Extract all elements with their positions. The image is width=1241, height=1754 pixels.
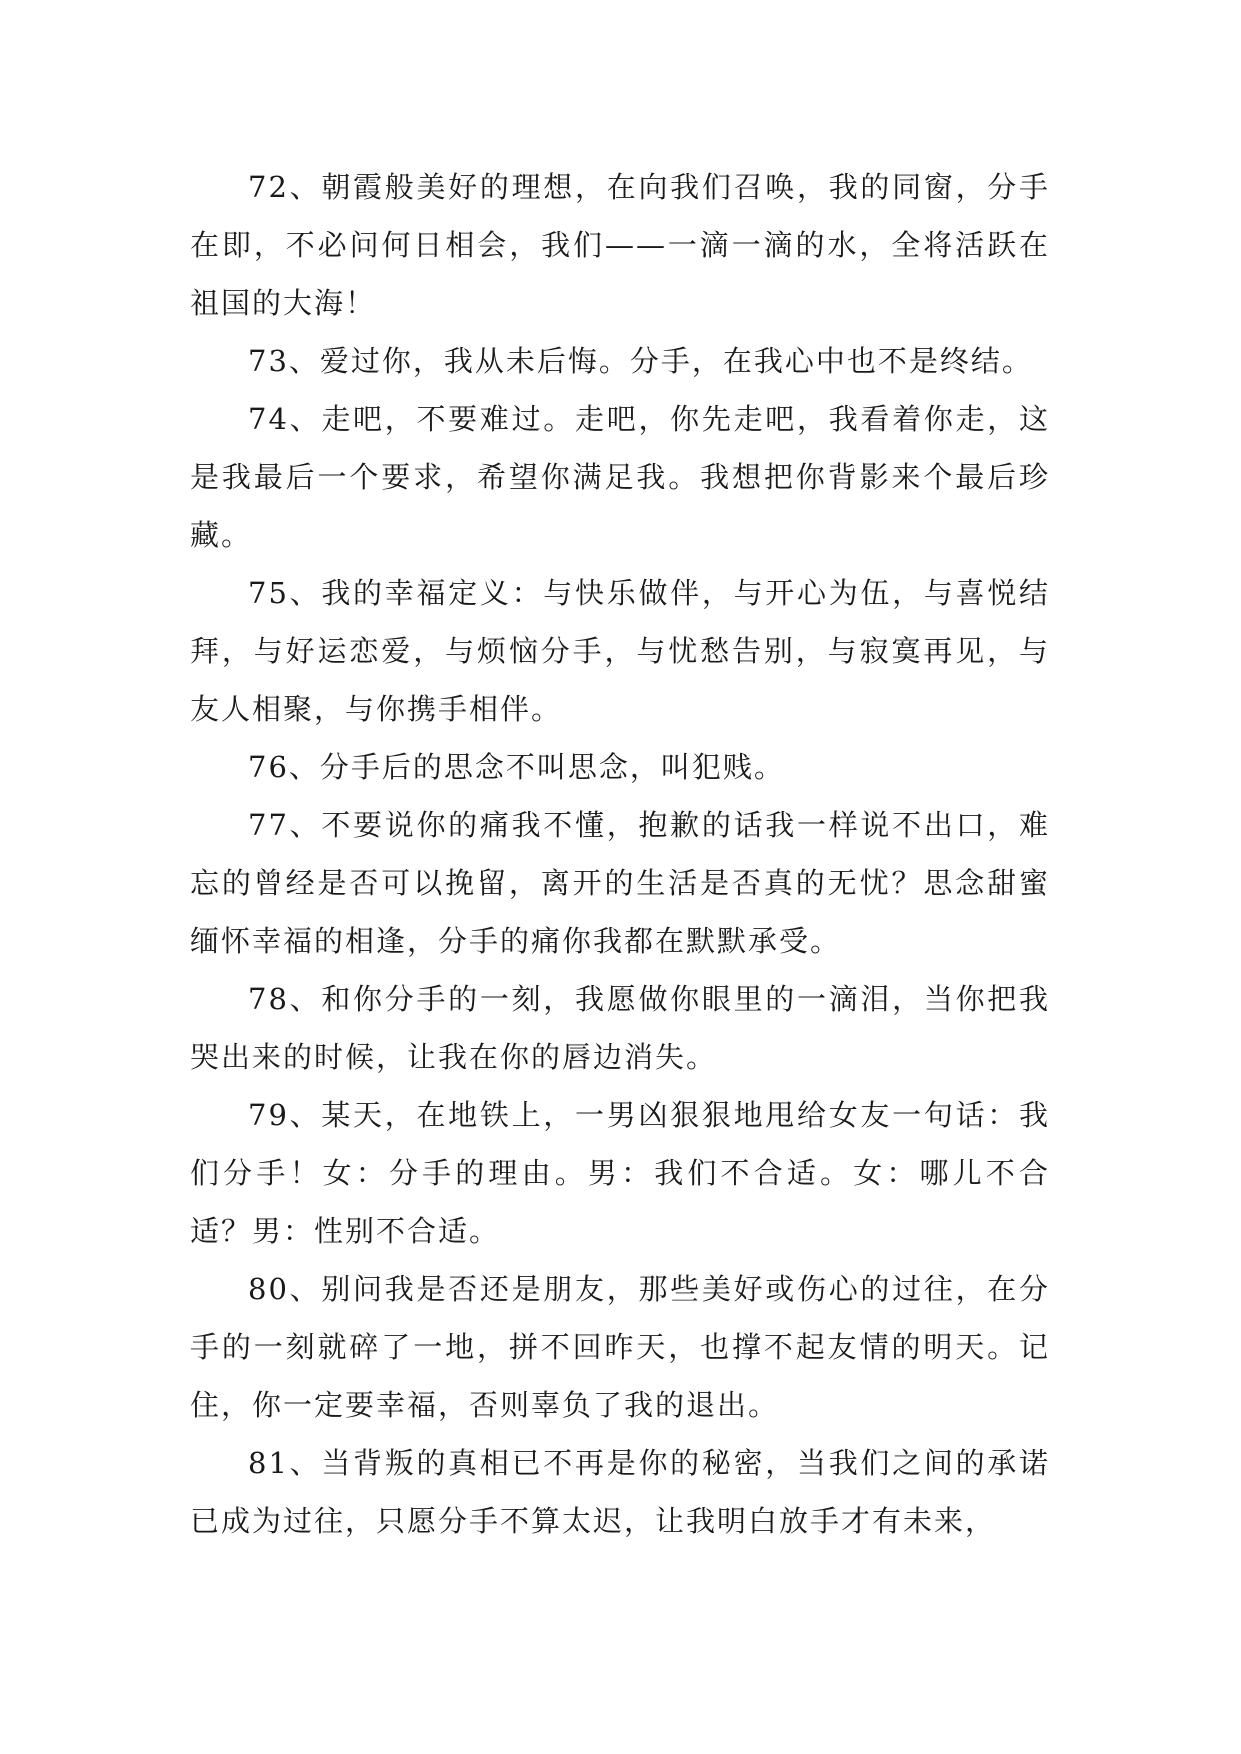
- paragraph-75: 75、我的幸福定义：与快乐做伴，与开心为伍，与喜悦结拜，与好运恋爱，与烦恼分手，与忧愁告别，与寂寞再见，与友人相聚，与你携手相伴。: [190, 576, 1050, 726]
- paragraph-77: 77、不要说你的痛我不懂，抱歉的话我一样说不出口，难忘的曾经是否可以挽留，离开的生活是否真的无忧？思念甜蜜缅怀幸福的相逢，分手的痛你我都在默默承受。: [190, 808, 1050, 958]
- paragraph-76: 76、分手后的思念不叫思念，叫犯贱。: [248, 750, 785, 784]
- paragraph-73: 73、爱过你，我从未后悔。分手，在我心中也不是终结。: [248, 344, 1033, 378]
- paragraph-79: 79、某天，在地铁上，一男凶狠狠地甩给女友一句话：我们分手！女：分手的理由。男：我们不合适。女：哪儿不合适？男：性别不合适。: [190, 1098, 1050, 1248]
- paragraph-72: 72、朝霞般美好的理想，在向我们召唤，我的同窗，分手在即，不必问何日相会，我们——一滴一滴的水，全将活跃在祖国的大海！: [190, 170, 1050, 320]
- paragraph-81: 81、当背叛的真相已不再是你的秘密，当我们之间的承诺已成为过往，只愿分手不算太迟，让我明白放手才有未来，: [190, 1446, 1050, 1538]
- paragraph-74: 74、走吧，不要难过。走吧，你先走吧，我看着你走，这是我最后一个要求，希望你满足我。我想把你背影来个最后珍藏。: [190, 402, 1050, 552]
- paragraph-80: 80、别问我是否还是朋友，那些美好或伤心的过往，在分手的一刻就碎了一地，拼不回昨天，也撑不起友情的明天。记住，你一定要幸福，否则辜负了我的退出。: [190, 1272, 1050, 1422]
- paragraph-78: 78、和你分手的一刻，我愿做你眼里的一滴泪，当你把我哭出来的时候，让我在你的唇边消失。: [190, 982, 1050, 1074]
- document-body: [190, 158, 1050, 1550]
